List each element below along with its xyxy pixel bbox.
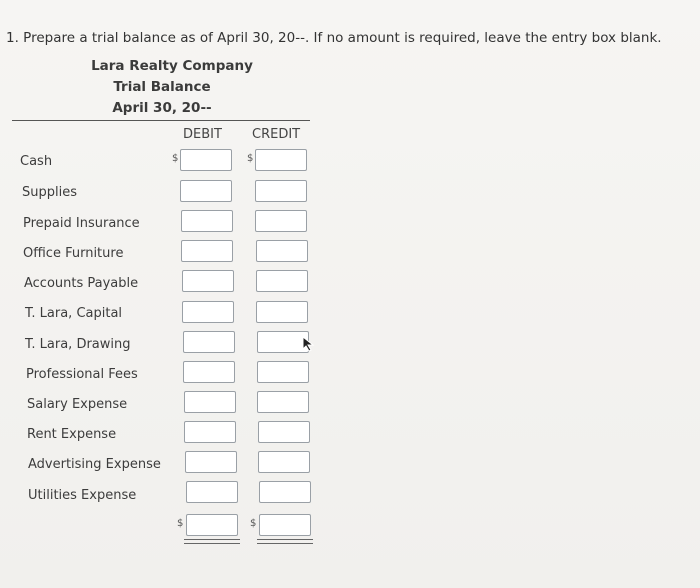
total-credit-input[interactable] — [259, 514, 311, 536]
debit-input[interactable] — [181, 210, 233, 232]
credit-input[interactable] — [258, 421, 310, 443]
credit-input[interactable] — [256, 301, 308, 323]
credit-input[interactable] — [255, 149, 307, 171]
debit-input[interactable] — [185, 451, 237, 473]
question-text: 1. Prepare a trial balance as of April 30, 20--. If no amount is required, leave the entry box blank. — [6, 30, 662, 46]
total-debit-dollar-sign: $ — [177, 518, 184, 529]
account-label: T. Lara, Drawing — [25, 337, 131, 352]
debit-input[interactable] — [184, 391, 236, 413]
report-title: Trial Balance — [113, 79, 211, 95]
credit-input[interactable] — [255, 210, 307, 232]
account-label: Salary Expense — [27, 397, 128, 412]
total-credit-dollar-sign: $ — [250, 518, 257, 529]
account-label: Rent Expense — [27, 427, 117, 442]
debit-input[interactable] — [182, 301, 234, 323]
credit-total-double-rule — [257, 539, 313, 540]
credit-dollar-sign: $ — [247, 153, 254, 164]
debit-input[interactable] — [186, 481, 238, 503]
header-rule — [12, 120, 310, 121]
credit-input[interactable] — [257, 391, 309, 413]
credit-input[interactable] — [256, 270, 308, 292]
account-label: Professional Fees — [26, 367, 138, 382]
debit-dollar-sign: $ — [172, 153, 179, 164]
account-label: Accounts Payable — [24, 276, 139, 291]
debit-input[interactable] — [183, 331, 235, 353]
account-label: Prepaid Insurance — [23, 216, 140, 231]
credit-total-double-rule — [257, 543, 313, 544]
debit-total-double-rule — [184, 539, 240, 540]
debit-input[interactable] — [180, 180, 232, 202]
account-label: Office Furniture — [23, 246, 124, 261]
debit-input[interactable] — [183, 361, 235, 383]
credit-input[interactable] — [257, 361, 309, 383]
debit-input[interactable] — [181, 240, 233, 262]
debit-total-double-rule — [184, 543, 240, 544]
debit-column-header: DEBIT — [183, 127, 222, 142]
account-label: Advertising Expense — [28, 457, 161, 472]
total-debit-input[interactable] — [186, 514, 238, 536]
credit-input[interactable] — [256, 240, 308, 262]
debit-input[interactable] — [184, 421, 236, 443]
credit-input[interactable] — [258, 451, 310, 473]
debit-input[interactable] — [180, 149, 232, 171]
company-name: Lara Realty Company — [91, 58, 253, 74]
account-label: Cash — [20, 154, 53, 169]
credit-input[interactable] — [259, 481, 311, 503]
credit-input[interactable] — [255, 180, 307, 202]
report-date: April 30, 20-- — [112, 100, 212, 116]
account-label: Supplies — [22, 185, 77, 200]
credit-column-header: CREDIT — [252, 127, 301, 142]
account-label: Utilities Expense — [28, 488, 137, 503]
debit-input[interactable] — [182, 270, 234, 292]
account-label: T. Lara, Capital — [25, 306, 123, 321]
